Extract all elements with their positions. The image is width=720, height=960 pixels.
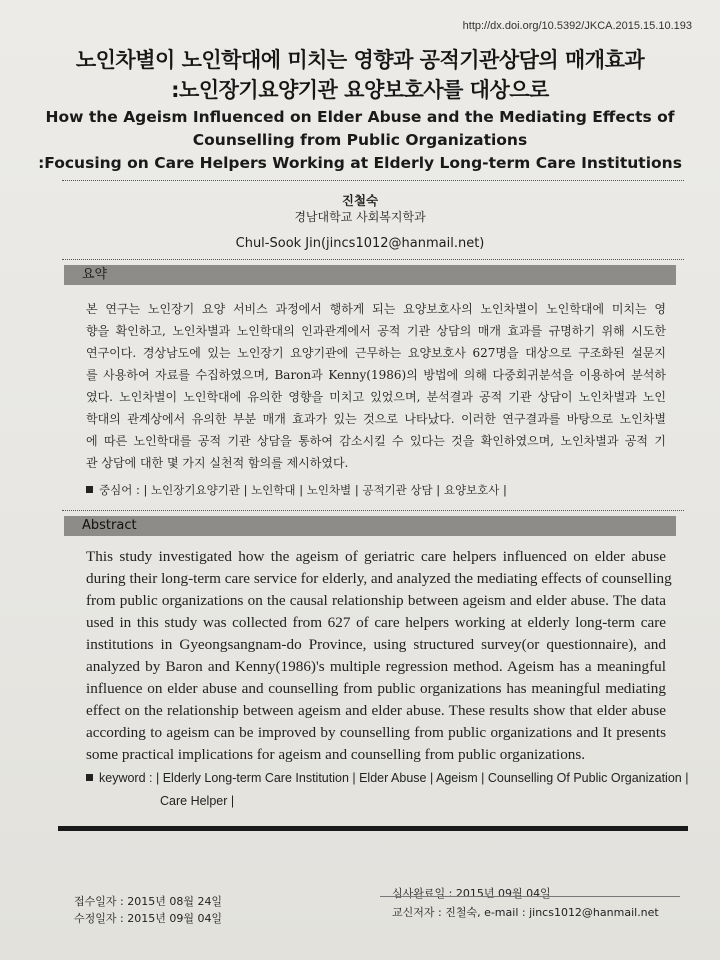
doi-link[interactable]: http://dx.doi.org/10.5392/JKCA.2015.15.10.193: [462, 20, 692, 32]
keywords-english-list: | Elderly Long-term Care Institution | Elder Abuse | Ageism | Counselling Of Public Organization |: [155, 771, 689, 785]
keywords-english-continued: Care Helper |: [160, 794, 235, 808]
abstract-english-line: from public organizations on the causal relationship between ageism and elder abuse. The data: [86, 592, 666, 609]
abstract-english-line: This study investigated how the ageism of geriatric care helpers influenced on elder abuse: [86, 548, 666, 565]
keywords-korean-list: | 노인장기요양기관 | 노인학대 | 노인차별 | 공적기관 상담 | 요양보호사 |: [143, 483, 507, 497]
footer-divider: [380, 896, 680, 897]
abstract-korean-line: 향을 확인하고, 노인차별과 노인학대의 인과관계에서 공적 기관 상담의 매개 효과를 규명하기 위해 시도한: [86, 324, 666, 338]
footer-heavy-rule: [58, 826, 688, 831]
abstract-english-line: during their long-term care service for elderly, and analyzed the mediating effects of counselling: [86, 570, 672, 587]
title-english-line-3: :Focusing on Care Helpers Working at Elderly Long-term Care Institutions: [38, 154, 682, 172]
abstract-korean-line: 를 사용하여 자료를 수집하였으며, Baron과 Kenny(1986)의 방법에 의해 다중회귀분석을 이용하여 분석하: [86, 368, 666, 382]
author-name-english: Chul-Sook Jin(jincs1012@hanmail.net): [235, 236, 485, 251]
abstract-english-line: some practical implications for ageism and counselling from public organizations.: [86, 746, 586, 763]
title-english-line-1: How the Ageism Influenced on Elder Abuse and the Mediating Effects of: [45, 108, 675, 126]
title-korean-line-1: 노인차별이 노인학대에 미치는 영향과 공적기관상담의 매개효과: [75, 48, 645, 72]
title-english-line-2: Counselling from Public Organizations: [192, 131, 528, 149]
author-divider: [62, 259, 684, 260]
abstract-korean-line: 였다. 노인차별이 노인학대에 유의한 영향을 미치고 있었으며, 분석결과 공적 기관 상담이 노인차별과 노인: [86, 390, 666, 404]
keywords-korean-label: 중심어 :: [99, 483, 140, 497]
abstract-korean-line: 본 연구는 노인장기 요양 서비스 과정에서 행하게 되는 요양보호사의 노인차별이 노인학대에 미치는 영: [86, 302, 666, 316]
abstract-english-heading: Abstract: [64, 516, 676, 536]
abstract-korean-heading: 요약: [64, 265, 676, 285]
abstract-english-line: used in this study was collected from 627 of care helpers working at elderly long-term care: [86, 614, 666, 631]
keywords-english-label: keyword :: [99, 771, 153, 785]
abstract-english-line: influence on elder abuse and counselling from public organizations has meaningful mediating: [86, 680, 666, 697]
author-name-korean: 진철숙: [341, 193, 379, 208]
abstract-korean-line: 학대의 관계상에서 유의한 부분 매개 효과가 있는 것으로 나타났다. 이러한 연구결과를 바탕으로 노인차별: [86, 412, 666, 426]
author-affiliation: 경남대학교 사회복지학과: [294, 210, 426, 224]
bullet-square-icon: [86, 486, 93, 493]
keywords-korean: [86, 482, 507, 498]
abstract-english-line: according to ageism can be improved by counselling from public organizations and It presents: [86, 724, 666, 741]
abstract-english-line: analyzed by Baron and Kenny(1986)'s multiple regression method. Ageism has a meaningful: [86, 658, 666, 675]
bullet-square-icon: [86, 774, 93, 781]
title-divider: [62, 180, 684, 181]
abstract-korean-line: 연구이다. 경상남도에 있는 노인장기 요양기관에 근무하는 요양보호사 627명을 대상으로 구조화된 설문지: [86, 346, 666, 360]
review-complete-date: 심사완료일 : 2015년 09월 04일: [392, 887, 551, 900]
keywords-english: [86, 771, 688, 785]
abstract-english-line: effect on the relationship between ageism and elder abuse. These results show that elder abuse: [86, 702, 666, 719]
received-date: 접수일자 : 2015년 08월 24일: [74, 895, 223, 908]
revised-date: 수정일자 : 2015년 09월 04일: [74, 912, 223, 925]
title-korean-line-2: :노인장기요양기관 요양보호사를 대상으로: [171, 78, 549, 102]
abstract-english-line: institutions in Gyeongsangnam-do Province, using structured survey(or questionnaire), and: [86, 636, 666, 653]
keywords-divider: [62, 510, 684, 511]
abstract-korean-line: 관 상담에 대한 몇 가지 실천적 함의를 제시하였다.: [86, 456, 349, 470]
abstract-korean-line: 에 따른 노인학대를 공적 기관 상담을 통하여 감소시킬 수 있다는 것을 확인하였으며, 노인차별과 공적 기: [86, 434, 666, 448]
corresponding-author: 교신저자 : 진철숙, e-mail : jincs1012@hanmail.net: [392, 906, 659, 919]
